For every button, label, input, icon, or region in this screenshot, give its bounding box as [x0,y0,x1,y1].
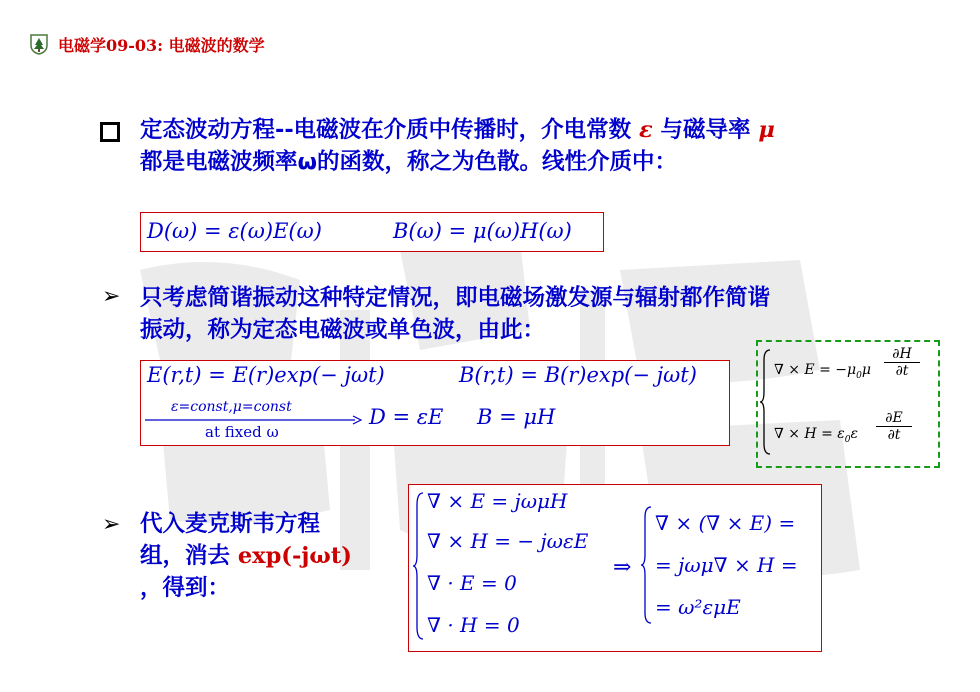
epsilon-symbol: ε [639,117,653,143]
curl-e-equation [774,362,871,381]
curl-e-numerator: ∂H [884,346,920,363]
condition-const: ε=const,μ=const [171,399,292,415]
res-j-omega-mu: = jωμ∇ × H = [655,553,798,577]
implies-arrow: ⇒ [613,555,632,580]
sys-div-e: ∇ · E = 0 [427,571,517,595]
curl-h-equation [774,426,858,445]
eq-b-mu: B(ω) = μ(ω)H(ω) [393,219,572,243]
page-title: 电磁学09-03: 电磁波的数学 [58,35,265,55]
maxwell-curl-equations-box [756,340,940,468]
sys-div-h: ∇ · H = 0 [427,613,520,637]
curl-e-denominator: ∂t [895,363,909,379]
eq-d-epsilon: D(ω) = ε(ω)E(ω) [147,219,322,243]
curl-e-lhs: ∇ × E = −μ [774,362,857,378]
sys-curl-e: ∇ × E = jωμH [427,489,568,513]
left-brace-icon [760,348,772,456]
curl-e-mu0-sub: 0 [856,370,862,381]
arrow-bullet-icon: ➢ [102,284,121,309]
wave-equation-derivation-box [408,484,822,652]
arrow-bullet-icon: ➢ [102,512,121,537]
section-2-text [140,282,940,346]
curl-h-eps0-sub: 0 [844,434,851,445]
curl-h-eps: ε [850,426,859,442]
mu-symbol: μ [758,117,775,143]
eq-e-harmonic: E(r,t) = E(r)exp(− jωt) [147,363,385,387]
section-1-line-1b: 与磁导率 [652,117,759,143]
left-brace-icon [413,491,425,641]
section-1-line-2: 都是电磁波频率ω的函数，称之为色散。线性介质中： [140,149,678,175]
curl-h-fraction [876,410,912,443]
curl-h-numerator: ∂E [876,410,912,427]
section-3-line-3: ，得到： [140,575,231,601]
section-2-line-1: 只考虑简谐振动这种特定情况，即电磁场激发源与辐射都作简谐 [140,285,771,311]
eq-b-harmonic: B(r,t) = B(r)exp(− jωt) [459,363,697,387]
eq-b-result: B = μH [477,405,556,429]
res-omega2-eps-mu: = ω²εμE [655,595,741,619]
time-harmonic-box [140,360,730,446]
left-brace-icon [641,505,653,625]
exp-term: exp(-jωt) [237,543,352,569]
curl-h-lhs: ∇ × H = ε [774,426,845,442]
condition-fixed-omega: at fixed ω [205,423,279,441]
res-curl-curl-e: ∇ × (∇ × E) = [655,511,796,535]
square-bullet-icon [100,122,120,142]
eq-d-result: D = εE [369,405,444,429]
university-logo-icon [28,33,50,55]
section-3-text [140,508,380,604]
curl-e-mu: μ [861,362,871,378]
sys-curl-h: ∇ × H = − jωεE [427,529,589,553]
curl-h-denominator: ∂t [887,427,901,443]
section-2-line-2: 振动，称为定态电磁波或单色波，由此： [140,317,546,343]
curl-e-fraction [884,346,920,379]
section-1-text [140,114,940,178]
header [28,30,265,58]
section-3-line-2: 组，消去 [140,543,238,569]
section-1-line-1a: 定态波动方程--电磁波在介质中传播时，介电常数 [140,117,640,143]
section-3-line-1: 代入麦克斯韦方程 [140,511,321,537]
constitutive-relations-box [140,212,604,252]
